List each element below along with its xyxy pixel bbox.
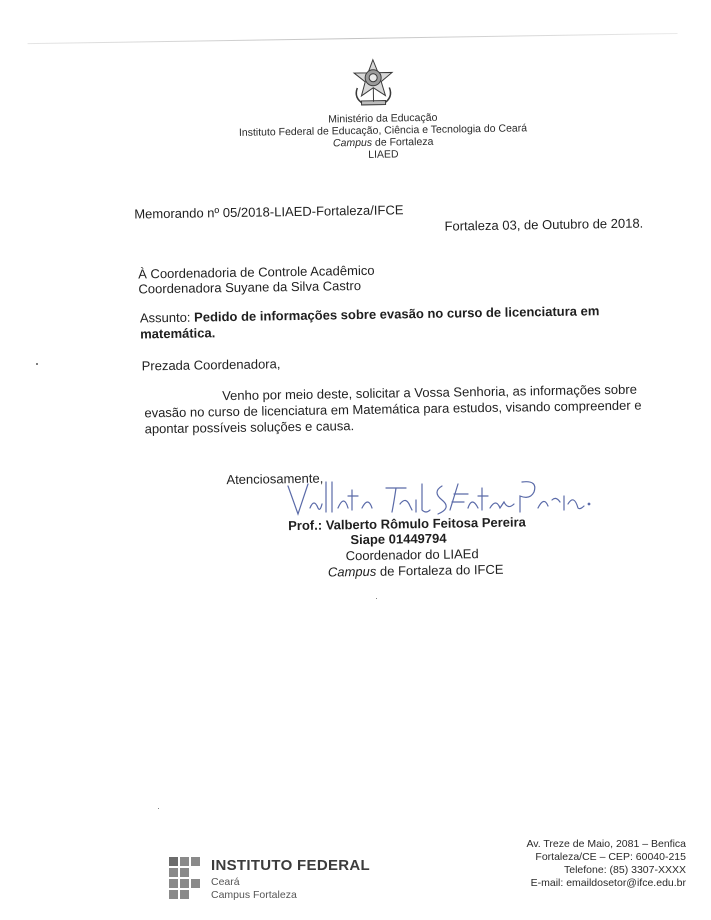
footer-address2: Fortaleza/CE – CEP: 60040-215 xyxy=(480,851,686,865)
closing: Atenciosamente, xyxy=(226,471,323,488)
logo-square xyxy=(191,879,200,888)
header-campus-italic: Campus xyxy=(333,137,372,150)
memo-number: Memorando nº 05/2018-LIAED-Fortaleza/IFCE xyxy=(134,202,403,221)
signature-campus-italic: Campus xyxy=(328,564,377,580)
salutation: Prezada Coordenadora, xyxy=(142,356,281,373)
subject-label: Assunto: xyxy=(140,310,194,326)
scan-speck xyxy=(36,363,38,365)
body-line3: apontar possíveis soluções e causa. xyxy=(145,418,355,436)
logo-square xyxy=(169,890,178,899)
logo-square xyxy=(191,857,200,866)
body-line2: evasão no curso de licenciatura em Matemática para estudos, visando compreender e xyxy=(144,398,641,421)
scan-speck xyxy=(376,598,377,599)
memo-date: Fortaleza 03, de Outubro de 2018. xyxy=(444,216,643,234)
logo-square xyxy=(180,879,189,888)
logo-square xyxy=(180,868,189,877)
header-campus-rest: de Fortaleza xyxy=(372,136,433,149)
logo-square xyxy=(169,868,178,877)
scan-speck xyxy=(158,808,159,809)
signature-siape: Siape 01449794 xyxy=(350,531,446,548)
brazil-coat-of-arms-icon xyxy=(351,57,396,108)
recipient-line1: À Coordenadoria de Controle Acadêmico xyxy=(138,263,375,282)
footer-email: E-mail: emaildosetor@ifce.edu.br xyxy=(480,877,686,891)
footer-address1: Av. Treze de Maio, 2081 – Benfica xyxy=(480,838,686,852)
header-ministry: Ministério da Educação xyxy=(233,110,533,127)
signature-campus-rest: de Fortaleza do IFCE xyxy=(376,562,503,579)
subject-line2: matemática. xyxy=(140,325,215,341)
signature-role: Coordenador do LIAEd xyxy=(346,546,479,563)
logo-campus: Campus Fortaleza xyxy=(211,889,297,901)
logo-square xyxy=(169,879,178,888)
scan-edge-line xyxy=(28,33,678,44)
logo-square xyxy=(180,890,189,899)
logo-square xyxy=(180,857,189,866)
body-line1: Venho por meio deste, solicitar a Vossa Senhoria, as informações sobre xyxy=(222,382,637,404)
signature-campus xyxy=(328,562,504,580)
header-liaed: LIAED xyxy=(233,146,533,163)
logo-title: INSTITUTO FEDERAL xyxy=(211,857,370,874)
logo-state: Ceará xyxy=(211,876,240,888)
signature-prefix: Prof.: xyxy=(288,518,322,534)
logo-square xyxy=(169,857,178,866)
handwritten-signature xyxy=(282,474,592,522)
signature-name: Valberto Rômulo Feitosa Pereira xyxy=(326,514,526,532)
header-institute: Instituto Federal de Educação, Ciência e Tecnologia do Ceará xyxy=(233,122,533,139)
subject-text: Pedido de informações sobre evasão no curso de licenciatura em xyxy=(194,303,599,324)
recipient-line2: Coordenadora Suyane da Silva Castro xyxy=(138,278,361,296)
subject-line1 xyxy=(140,303,600,325)
footer-phone: Telefone: (85) 3307-XXXX xyxy=(480,864,686,878)
